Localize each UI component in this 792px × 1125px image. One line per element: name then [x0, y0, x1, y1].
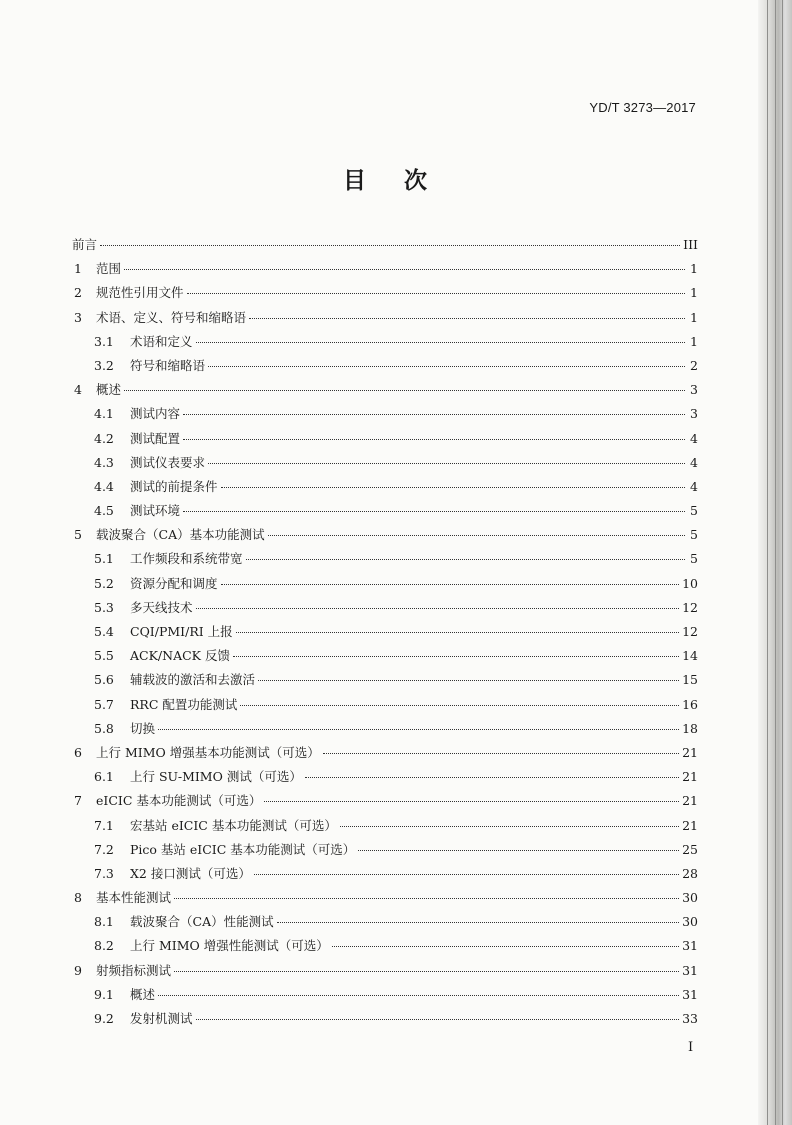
toc-entry-number: 7.3	[94, 865, 114, 881]
toc-entry-title: 术语和定义	[130, 333, 193, 349]
toc-entry-title: 规范性引用文件	[96, 285, 184, 301]
toc-entry-number: 3.2	[94, 357, 114, 373]
toc-entry-title: 测试的前提条件	[130, 478, 218, 494]
toc-entry-title: 射频指标测试	[96, 962, 172, 978]
toc-entry[interactable]	[72, 330, 698, 354]
toc-entry-title: 上行 MIMO 增强基本功能测试（可选）	[96, 744, 320, 760]
toc-entry[interactable]	[72, 523, 698, 547]
toc-dot-leader	[208, 463, 685, 464]
toc-entry-number: 5.6	[94, 672, 114, 688]
toc-entry-title: 测试环境	[130, 503, 181, 519]
toc-entry-page: 14	[682, 648, 698, 664]
toc-entry-title: 符号和缩略语	[130, 357, 206, 373]
toc-entry-page: 5	[690, 551, 698, 567]
toc-entry-page: 15	[682, 672, 698, 688]
toc-entry[interactable]	[72, 838, 698, 862]
toc-entry-title: CQI/PMI/RI 上报	[130, 624, 233, 639]
toc-entry-title: 范围	[96, 261, 122, 277]
toc-entry-page: 31	[682, 986, 698, 1002]
toc-dot-leader	[196, 1019, 680, 1020]
toc-entry-title: 测试仪表要求	[130, 454, 206, 470]
toc-entry-number: 5.8	[94, 720, 114, 736]
toc-entry-page: 1	[690, 261, 698, 277]
toc-dot-leader	[358, 850, 679, 851]
toc-dot-leader	[236, 632, 679, 633]
toc-entry-page: 1	[690, 309, 698, 325]
toc-entry-number: 5.4	[94, 624, 114, 639]
toc-entry[interactable]	[72, 257, 698, 281]
toc-entry[interactable]	[72, 596, 698, 620]
toc-entry-page: 21	[682, 769, 698, 785]
toc-entry[interactable]	[72, 281, 698, 305]
toc-dot-leader	[124, 269, 685, 270]
toc-entry-page: 3	[690, 382, 698, 398]
toc-entry[interactable]	[72, 1007, 698, 1031]
toc-dot-leader	[183, 511, 685, 512]
toc-entry[interactable]	[72, 451, 698, 475]
toc-entry-page: 5	[690, 503, 698, 519]
toc-entry[interactable]	[72, 306, 698, 330]
toc-entry-page: 16	[682, 696, 698, 712]
toc-entry[interactable]	[72, 475, 698, 499]
toc-entry-number: 8.2	[94, 938, 114, 954]
page-title-char-2: 次	[404, 168, 427, 194]
toc-entry-number: 4.1	[94, 406, 114, 422]
toc-entry-number: 6.1	[94, 769, 114, 785]
toc-dot-leader	[340, 826, 679, 827]
toc-entry-page: 33	[682, 1011, 698, 1026]
toc-dot-leader	[233, 656, 679, 657]
toc-entry-page: 4	[690, 478, 698, 494]
toc-entry[interactable]	[72, 402, 698, 426]
toc-entry-number: 8.1	[94, 914, 114, 930]
toc-entry-page: 18	[682, 720, 698, 736]
toc-entry-number: 7.1	[94, 817, 114, 833]
toc-entry-number: 5.3	[94, 599, 114, 615]
toc-entry[interactable]	[72, 644, 698, 668]
toc-entry-page: 21	[682, 744, 698, 760]
toc-entry[interactable]	[72, 547, 698, 571]
toc-entry-title: 上行 MIMO 增强性能测试（可选）	[130, 938, 329, 954]
toc-entry-number: 4.4	[94, 478, 114, 494]
toc-dot-leader	[196, 342, 685, 343]
toc-dot-leader	[124, 390, 685, 391]
standard-code: YD/T 3273—2017	[589, 100, 696, 115]
toc-entry-number: 4.5	[94, 503, 114, 519]
toc-entry[interactable]	[72, 886, 698, 910]
toc-entry-number: 9.1	[94, 986, 114, 1002]
toc-entry-title: 辅载波的激活和去激活	[130, 672, 256, 688]
toc-entry-page: 5	[690, 527, 698, 543]
toc-entry-number: 6	[74, 744, 82, 760]
toc-dot-leader	[305, 777, 679, 778]
toc-dot-leader	[249, 318, 685, 319]
toc-entry-page: 21	[682, 793, 698, 809]
toc-entry-page: 2	[690, 357, 698, 373]
toc-entry-page: 25	[682, 841, 698, 857]
toc-entry-title: 发射机测试	[130, 1011, 193, 1026]
toc-entry-page: 12	[682, 599, 698, 615]
toc-entry[interactable]	[72, 765, 698, 789]
toc-entry-title: 上行 SU-MIMO 测试（可选）	[130, 769, 302, 785]
toc-entry[interactable]	[72, 354, 698, 378]
toc-entry-title: 载波聚合（CA）基本功能测试	[96, 527, 265, 543]
toc-dot-leader	[268, 535, 685, 536]
toc-entry-number: 1	[74, 261, 82, 277]
toc-entry-number: 8	[74, 890, 82, 906]
toc-entry-title: 测试配置	[130, 430, 181, 446]
toc-dot-leader	[323, 753, 679, 754]
toc-entry-number: 4.2	[94, 430, 114, 446]
toc-entry-page: 30	[682, 914, 698, 930]
toc-dot-leader	[221, 584, 680, 585]
toc-dot-leader	[174, 971, 679, 972]
toc-entry[interactable]	[72, 572, 698, 596]
toc-dot-leader	[196, 608, 680, 609]
toc-entry[interactable]	[72, 620, 698, 644]
toc-entry-page: 31	[682, 962, 698, 978]
toc-entry-title: ACK/NACK 反馈	[130, 648, 230, 664]
toc-entry-title: 前言	[72, 237, 98, 252]
toc-dot-leader	[174, 898, 679, 899]
toc-dot-leader	[158, 729, 679, 730]
toc-entry[interactable]	[72, 910, 698, 934]
toc-entry[interactable]	[72, 668, 698, 692]
toc-entry-page: 1	[690, 285, 698, 301]
toc-entry-title: 概述	[130, 986, 156, 1002]
toc-dot-leader	[187, 293, 685, 294]
toc-entry-title: 测试内容	[130, 406, 181, 422]
toc-entry-number: 5.5	[94, 648, 114, 664]
toc-entry-title: 术语、定义、符号和缩略语	[96, 309, 247, 325]
toc-entry[interactable]	[72, 789, 698, 813]
toc-dot-leader	[332, 946, 679, 947]
toc-entry[interactable]	[72, 814, 698, 838]
toc-entry-title: 基本性能测试	[96, 890, 172, 906]
toc-dot-leader	[264, 801, 679, 802]
toc-entry[interactable]	[72, 427, 698, 451]
toc-entry-page: 31	[682, 938, 698, 954]
page-title	[0, 162, 770, 195]
toc-entry[interactable]	[72, 378, 698, 402]
toc-entry[interactable]	[72, 693, 698, 717]
toc-entry-number: 3	[74, 309, 82, 325]
toc-entry-title: RRC 配置功能测试	[130, 696, 238, 712]
toc-entry-page: 12	[682, 624, 698, 639]
toc-entry-title: 载波聚合（CA）性能测试	[130, 914, 274, 930]
toc-entry[interactable]	[72, 717, 698, 741]
toc-dot-leader	[258, 680, 679, 681]
toc-dot-leader	[246, 559, 685, 560]
toc-dot-leader	[208, 366, 685, 367]
toc-entry-title: 资源分配和调度	[130, 575, 218, 591]
toc-entry[interactable]	[72, 934, 698, 958]
toc-entry[interactable]	[72, 959, 698, 983]
toc-entry-number: 9	[74, 962, 82, 978]
toc-entry-number: 5.2	[94, 575, 114, 591]
toc-entry[interactable]	[72, 233, 698, 257]
toc-entry-title: 工作频段和系统带宽	[130, 551, 243, 567]
toc-entry-page: 1	[690, 333, 698, 349]
toc-dot-leader	[158, 995, 679, 996]
toc-entry-page: 30	[682, 890, 698, 906]
toc-entry-page: 4	[690, 430, 698, 446]
toc-entry-title: 宏基站 eICIC 基本功能测试（可选）	[130, 817, 337, 833]
toc-dot-leader	[240, 705, 679, 706]
toc-entry-number: 7.2	[94, 841, 114, 857]
toc-dot-leader	[183, 414, 685, 415]
table-of-contents	[72, 233, 698, 1031]
toc-entry[interactable]	[72, 862, 698, 886]
toc-entry-number: 5	[74, 527, 82, 543]
toc-entry-page: 4	[690, 454, 698, 470]
toc-entry-title: X2 接口测试（可选）	[130, 865, 251, 881]
page-number: I	[688, 1040, 694, 1055]
toc-entry-page: 10	[682, 575, 698, 591]
toc-entry-number: 5.1	[94, 551, 114, 567]
toc-entry-page: 28	[682, 865, 698, 881]
toc-entry-title: 概述	[96, 382, 122, 398]
toc-entry-title: eICIC 基本功能测试（可选）	[96, 793, 262, 809]
toc-entry-number: 3.1	[94, 333, 114, 349]
toc-entry-number: 9.2	[94, 1011, 114, 1026]
page-title-char-1: 目	[343, 168, 366, 194]
toc-dot-leader	[221, 487, 685, 488]
toc-entry-title: 切换	[130, 720, 156, 736]
toc-entry[interactable]	[72, 983, 698, 1007]
toc-entry-page: 3	[690, 406, 698, 422]
toc-entry-number: 7	[74, 793, 82, 809]
toc-entry[interactable]	[72, 499, 698, 523]
toc-entry-number: 4.3	[94, 454, 114, 470]
toc-dot-leader	[254, 874, 679, 875]
toc-entry-page: 21	[682, 817, 698, 833]
toc-dot-leader	[277, 922, 680, 923]
toc-entry[interactable]	[72, 741, 698, 765]
toc-entry-number: 5.7	[94, 696, 114, 712]
toc-entry-page: III	[683, 237, 698, 252]
toc-entry-title: Pico 基站 eICIC 基本功能测试（可选）	[130, 841, 356, 857]
toc-entry-title: 多天线技术	[130, 599, 193, 615]
toc-entry-number: 2	[74, 285, 82, 301]
toc-entry-number: 4	[74, 382, 82, 398]
toc-dot-leader	[100, 245, 680, 246]
toc-dot-leader	[183, 439, 685, 440]
